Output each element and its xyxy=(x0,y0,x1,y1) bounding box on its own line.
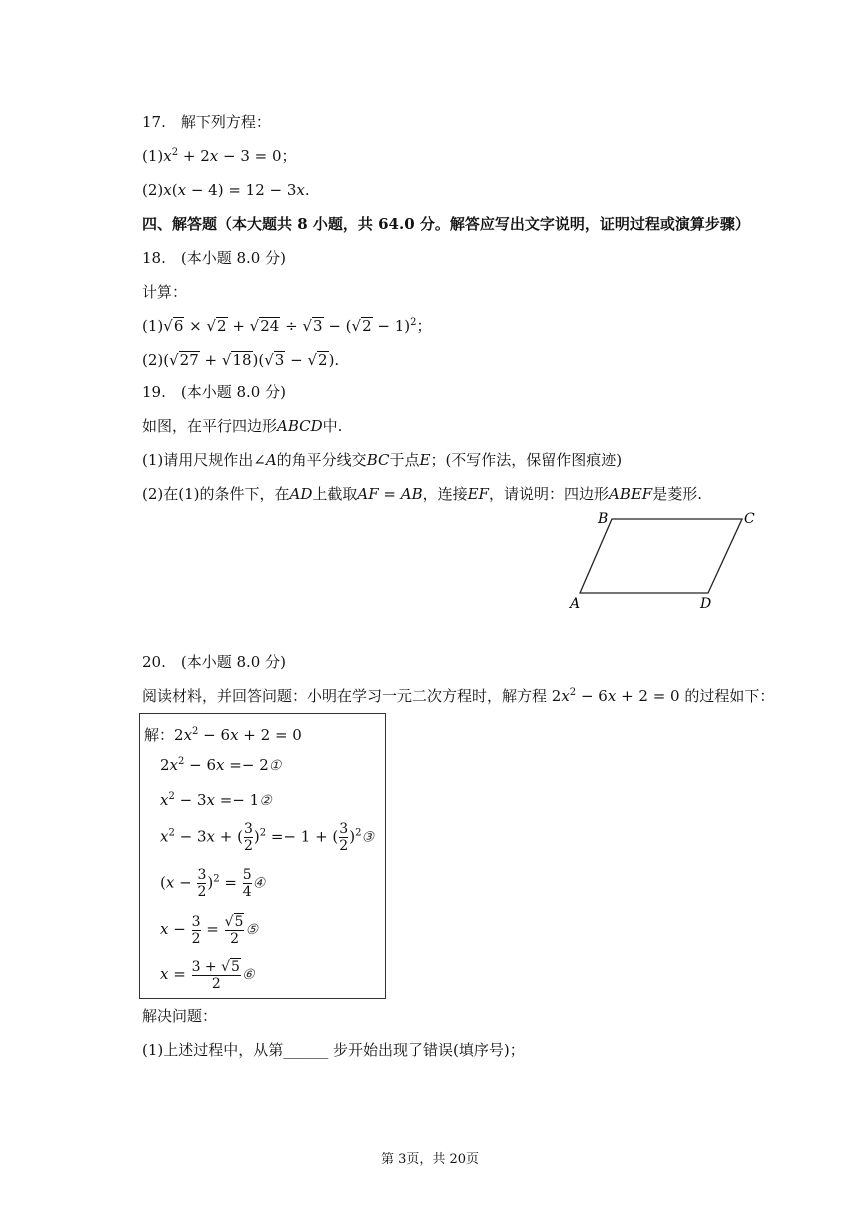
q17-equation-1: $(1)x^2 + 2x - 3 = 0$； xyxy=(142,147,297,165)
solution-step-5: x − $\frac{3}{2}$ = $\frac{√5}{2}$ ⑤ xyxy=(160,913,259,947)
solution-step-6: x = $\frac{3 + √5}{2}$ ⑥ xyxy=(160,959,255,992)
q20-intro-end: 的过程如下： xyxy=(684,687,775,705)
vertex-label-b: B xyxy=(598,511,609,527)
solution-line-0: 解：$2x^2 - 6x + 2 = 0$ xyxy=(144,726,302,744)
solution-box xyxy=(139,713,386,999)
q20-part-1: (1)上述过程中，从第______ 步开始出现了错误(填序号)； xyxy=(142,1041,525,1059)
q20-intro-text: 阅读材料，并回答问题：小明在学习一元二次方程时，解方程 xyxy=(142,687,548,705)
solution-step-3: $x^2 - 3x$ + ( $\frac{3}{2}$ )$^2$ =− 1 + ( $\frac{3}{2}$ )$^2$③ xyxy=(160,821,374,854)
q19-intro: 如图，在平行四边形ABCD中. xyxy=(142,417,343,435)
solution-step-4: (x − $\frac{3}{2}$ )$^2$ = $\frac{5}{4}$ ④ xyxy=(160,867,266,900)
q18-intro: 计算： xyxy=(142,283,188,301)
q19-p2-e: 是菱形. xyxy=(652,485,702,503)
q17-p2-prefix: (2) xyxy=(142,181,164,199)
vertex-label-c: C xyxy=(744,511,755,527)
solution-step-1: $2x^2 - 6x$ =− 2① xyxy=(160,756,282,774)
section-heading: 四、解答题（本大题共 8 小题，共 64.0 分。解答应写出文字说明，证明过程或演算步骤） xyxy=(142,215,750,233)
q18-p2-prefix: (2) xyxy=(142,351,164,369)
q19-p1-d: ；(不写作法，保留作图痕迹) xyxy=(430,451,623,469)
parallelogram-figure xyxy=(560,505,760,615)
vertex-label-d: D xyxy=(700,596,712,612)
q19-p1-a: (1)请用尺规作出 xyxy=(142,451,254,469)
q20-intro: 阅读材料，并回答问题：小明在学习一元二次方程时，解方程 $2x^2 - 6x + 2 = 0$ 的过程如下： xyxy=(142,687,775,705)
q17-equation-2: (2)x(x − 4) = 12 − 3x. xyxy=(142,181,310,199)
q19-p1-b: 的角平分线交 xyxy=(276,451,367,469)
q18-expression-1: $(1)√6 \times √2 + √24 \div √3 - (√2 - 1)^2$； xyxy=(142,317,432,335)
solution-step-2: $x^2 - 3x$ =− 1② xyxy=(160,791,272,809)
q17-p2-tail: . xyxy=(304,181,310,199)
q17-title: 17. 解下列方程： xyxy=(142,113,271,131)
step-mark-2: ② xyxy=(259,793,272,809)
step-mark-5: ⑤ xyxy=(245,922,259,938)
q19-p2-a: (2)在(1)的条件下，在 xyxy=(142,485,290,503)
step-mark-1: ① xyxy=(268,758,282,774)
q19-p2-b: 上截取 xyxy=(312,485,358,503)
q19-part-2: (2)在(1)的条件下，在AD上截取AF = AB，连接EF，请说明：四边形ABEF是菱形. xyxy=(142,485,702,503)
q19-part-1: (1)请用尺规作出∠A的角平分线交BC于点E；(不写作法，保留作图痕迹) xyxy=(142,451,623,469)
q19-title: 19. (本小题 8.0 分) xyxy=(142,383,286,401)
parallelogram-abcd xyxy=(580,519,742,593)
solution-label: 解： xyxy=(144,726,175,744)
q17-p1-tail: ； xyxy=(281,147,297,165)
step-mark-6: ⑥ xyxy=(241,967,255,983)
q17-p1-prefix: (1) xyxy=(142,147,164,165)
q19-p2-c: ，连接 xyxy=(422,485,468,503)
q18-expression-2: (2)(√27 + √18)(√3 − √2). xyxy=(142,351,340,369)
q18-p2-tail: . xyxy=(334,351,340,369)
q19-intro-end: 中. xyxy=(322,417,343,435)
q20-title: 20. (本小题 8.0 分) xyxy=(142,653,286,671)
q19-p1-c: 于点 xyxy=(389,451,420,469)
page-footer: 第 3页，共 20页 xyxy=(380,1152,480,1167)
vertex-label-a: A xyxy=(570,596,581,612)
q18-p1-tail: ； xyxy=(416,317,432,335)
step-mark-4: ④ xyxy=(252,875,266,892)
q19-intro-text: 如图，在平行四边形 xyxy=(142,417,278,435)
q18-title: 18. (本小题 8.0 分) xyxy=(142,249,286,267)
step-mark-3: ③ xyxy=(361,829,374,846)
q18-p1-prefix: (1) xyxy=(142,317,164,335)
q20-resolve: 解决问题： xyxy=(142,1007,218,1025)
q19-p2-d: ，请说明：四边形 xyxy=(488,485,609,503)
